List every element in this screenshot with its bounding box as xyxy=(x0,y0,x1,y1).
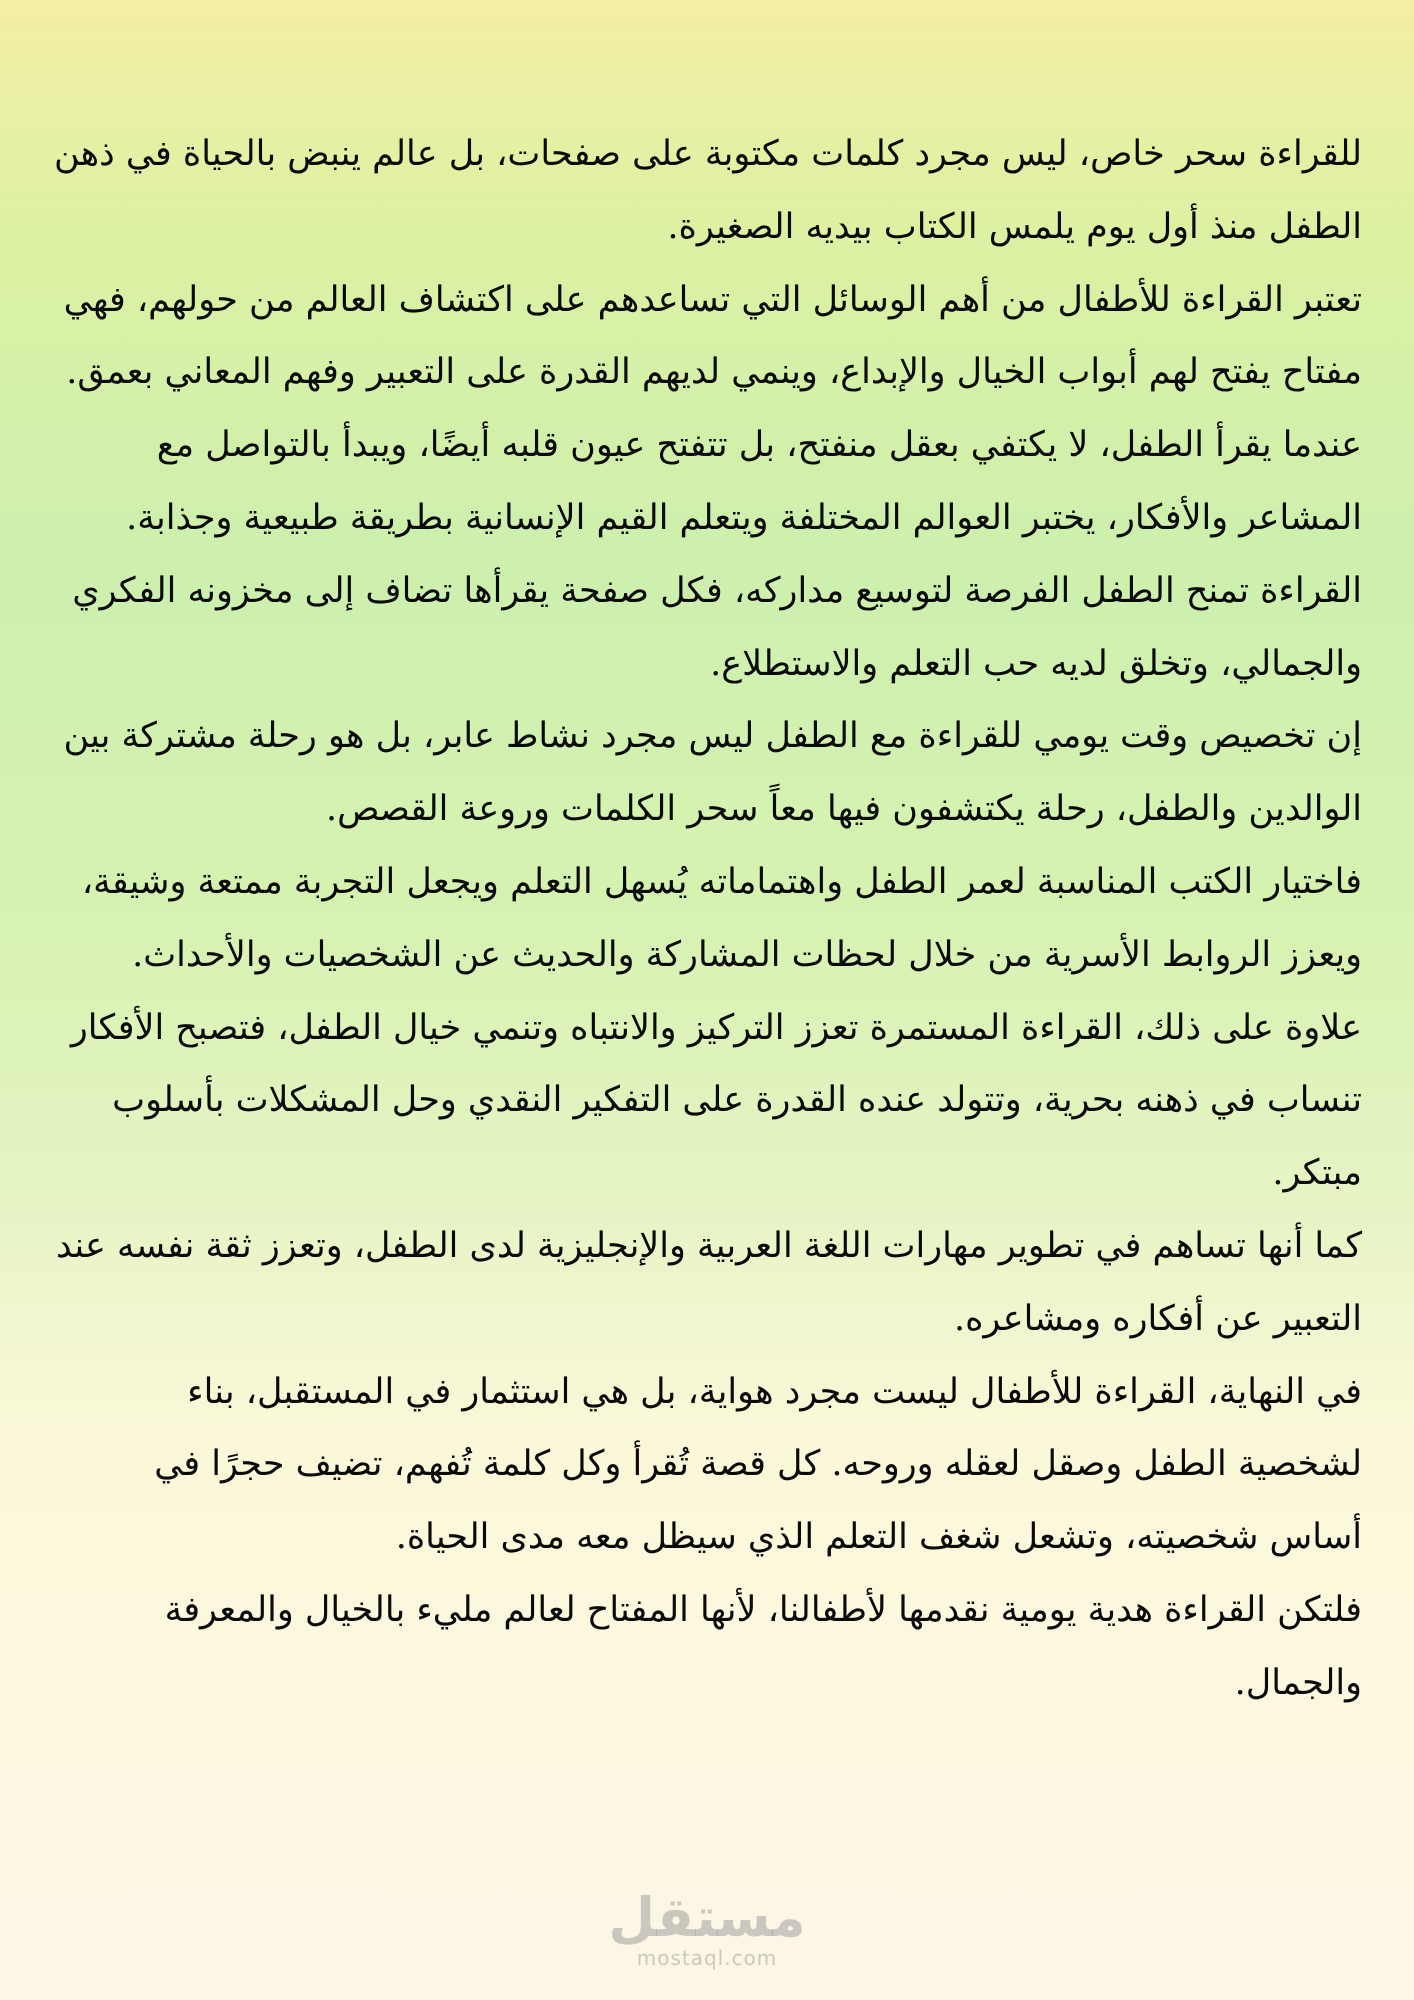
paragraph-4: القراءة تمنح الطفل الفرصة لتوسيع مداركه، فكل صفحة يقرأها تضاف إلى مخزونه الفكري والجمالي، وتخلق لديه حب التعلم والاستطلاع. xyxy=(72,570,1362,684)
paragraph-9: في النهاية، القراءة للأطفال ليست مجرد هواية، بل هي استثمار في المستقبل، بناء لشخصية الطفل وصقل لعقله وروحه. كل قصة تُقرأ وكل كلمة تُفهم، تضيف حجرًا في أساس شخصيته، وتشعل شغف التعلم الذي سيظل معه مدى الحياة. xyxy=(154,1371,1362,1558)
paragraph-5: إن تخصيص وقت يومي للقراءة مع الطفل ليس مجرد نشاط عابر، بل هو رحلة مشتركة بين الوالدين والطفل، رحلة يكتشفون فيها معاً سحر الكلمات وروعة القصص. xyxy=(63,716,1362,830)
paragraph-1: للقراءة سحر خاص، ليس مجرد كلمات مكتوبة على صفحات، بل عالم ينبض بالحياة في ذهن الطفل منذ أول يوم يلمس الكتاب بيديه الصغيرة. xyxy=(54,134,1362,247)
paragraph-3: عندما يقرأ الطفل، لا يكتفي بعقل منفتح، بل تتفتح عيون قلبه أيضًا، ويبدأ بالتواصل مع المشاعر والأفكار، يختبر العوالم المختلفة ويتعلم القيم الإنسانية بطريقة طبيعية وجذابة. xyxy=(126,425,1362,538)
watermark-logo-text: مستقل xyxy=(608,1886,806,1949)
watermark-url: mostaql.com xyxy=(636,1946,778,1970)
paragraph-10: فلتكن القراءة هدية يومية نقدمها لأطفالنا، لأنها المفتاح لعالم مليء بالخيال والمعرفة والجمال. xyxy=(164,1589,1362,1703)
paragraph-6: فاختيار الكتب المناسبة لعمر الطفل واهتماماته يُسهل التعلم ويجعل التجربة ممتعة وشيقة، ويعزز الروابط الأسرية من خلال لحظات المشاركة والحديث عن الشخصيات والأحداث. xyxy=(81,861,1362,975)
watermark-logo xyxy=(0,1886,1414,1970)
article-body xyxy=(52,118,1362,1720)
paragraph-2: تعتبر القراءة للأطفال من أهم الوسائل التي تساعدهم على اكتشاف العالم من حولهم، فهي مفتاح يفتح لهم أبواب الخيال والإبداع، وينمي لديهم القدرة على التعبير وفهم المعاني بعمق. xyxy=(63,279,1362,393)
paragraph-7: علاوة على ذلك، القراءة المستمرة تعزز التركيز والانتباه وتنمي خيال الطفل، فتصبح الأفكار تنساب في ذهنه بحرية، وتتولد عنده القدرة على التفكير النقدي وحل المشكلات بأسلوب مبتكر. xyxy=(70,1007,1362,1194)
paragraph-8: كما أنها تساهم في تطوير مهارات اللغة العربية والإنجليزية لدى الطفل، وتعزز ثقة نفسه عند التعبير عن أفكاره ومشاعره. xyxy=(56,1225,1362,1339)
